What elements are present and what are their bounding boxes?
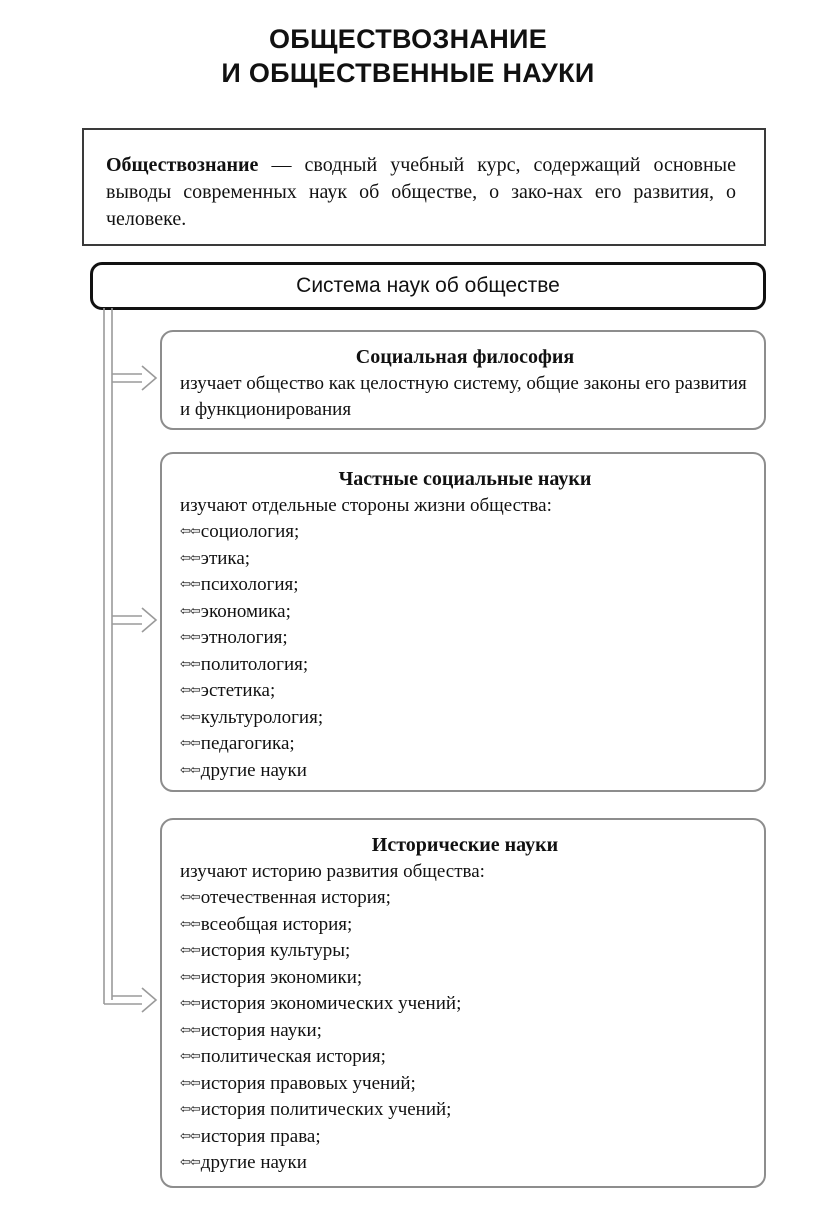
science-list	[180, 885, 750, 1177]
list-item-text: всеобщая история;	[200, 913, 353, 935]
double-left-arrow-icon: ⇦⇦	[180, 683, 200, 699]
list-item	[180, 546, 750, 573]
branch-description: изучают историю развития общества:	[180, 861, 485, 882]
list-item	[180, 1044, 750, 1071]
branch-social-philosophy	[160, 330, 766, 430]
connector-arrow-2	[112, 608, 156, 632]
double-left-arrow-icon: ⇦⇦	[180, 762, 200, 778]
connector-arrow-1	[112, 366, 156, 390]
list-item-text: педагогика;	[200, 733, 295, 755]
list-item	[180, 758, 750, 785]
title-line-2: И ОБЩЕСТВЕННЫЕ НАУКИ	[221, 58, 595, 88]
definition-box	[82, 128, 766, 246]
list-item	[180, 572, 750, 599]
list-item-text: этика;	[200, 547, 251, 569]
page-title	[0, 22, 816, 90]
list-item	[180, 705, 750, 732]
list-item	[180, 1018, 750, 1045]
list-item	[180, 678, 750, 705]
list-item-text: история права;	[200, 1125, 321, 1147]
list-item	[180, 1124, 750, 1151]
list-item-text: история культуры;	[200, 940, 351, 962]
double-left-arrow-icon: ⇦⇦	[180, 1075, 200, 1091]
double-left-arrow-icon: ⇦⇦	[180, 603, 200, 619]
branch-social-sciences	[160, 452, 766, 792]
double-left-arrow-icon: ⇦⇦	[180, 943, 200, 959]
double-left-arrow-icon: ⇦⇦	[180, 1022, 200, 1038]
list-item-text: отечественная история;	[200, 887, 391, 909]
list-item	[180, 1150, 750, 1177]
list-item	[180, 991, 750, 1018]
list-item-text: история экономики;	[200, 966, 363, 988]
list-item-text: политическая история;	[200, 1046, 386, 1068]
science-list	[180, 519, 750, 784]
list-item-text: другие науки	[200, 759, 307, 781]
double-left-arrow-icon: ⇦⇦	[180, 577, 200, 593]
double-left-arrow-icon: ⇦⇦	[180, 996, 200, 1012]
double-left-arrow-icon: ⇦⇦	[180, 736, 200, 752]
list-item	[180, 1097, 750, 1124]
list-item	[180, 625, 750, 652]
list-item-text: история правовых учений;	[200, 1072, 416, 1094]
list-item-text: экономика;	[200, 600, 291, 622]
system-box	[90, 262, 766, 310]
list-item-text: история политических учений;	[200, 1099, 452, 1121]
list-item-text: эстетика;	[200, 680, 276, 702]
double-left-arrow-icon: ⇦⇦	[180, 630, 200, 646]
double-left-arrow-icon: ⇦⇦	[180, 524, 200, 540]
list-item-text: культурология;	[200, 706, 324, 728]
list-item-text: психология;	[200, 574, 299, 596]
list-item	[180, 652, 750, 679]
double-left-arrow-icon: ⇦⇦	[180, 550, 200, 566]
system-label: Система наук об обществе	[296, 274, 560, 297]
list-item	[180, 519, 750, 546]
list-item-text: политология;	[200, 653, 309, 675]
list-item	[180, 885, 750, 912]
branch-title: Исторические науки	[371, 834, 559, 856]
double-left-arrow-icon: ⇦⇦	[180, 1049, 200, 1065]
double-left-arrow-icon: ⇦⇦	[180, 916, 200, 932]
list-item-text: другие науки	[200, 1152, 307, 1174]
double-left-arrow-icon: ⇦⇦	[180, 969, 200, 985]
double-left-arrow-icon: ⇦⇦	[180, 890, 200, 906]
list-item	[180, 1071, 750, 1098]
branch-title: Социальная философия	[355, 346, 575, 368]
definition-term: Обществознание	[106, 154, 259, 176]
branch-historical-sciences	[160, 818, 766, 1188]
list-item	[180, 965, 750, 992]
list-item	[180, 938, 750, 965]
branch-description: изучает общество как целостную систему, общие законы его развития и функционирования	[180, 373, 747, 420]
title-line-1: ОБЩЕСТВОЗНАНИЕ	[268, 24, 548, 54]
list-item-text: социология;	[200, 521, 300, 543]
list-item	[180, 912, 750, 939]
double-left-arrow-icon: ⇦⇦	[180, 656, 200, 672]
double-left-arrow-icon: ⇦⇦	[180, 1128, 200, 1144]
list-item	[180, 731, 750, 758]
definition-text: — сводный учебный курс, содержащий основные выводы современных наук об обществе, о зако-нах его развития, о человеке.	[106, 154, 736, 230]
list-item-text: история науки;	[200, 1019, 322, 1041]
branch-description: изучают отдельные стороны жизни общества:	[180, 495, 552, 516]
list-item-text: этнология;	[200, 627, 288, 649]
list-item-text: история экономических учений;	[200, 993, 462, 1015]
double-left-arrow-icon: ⇦⇦	[180, 1155, 200, 1171]
double-left-arrow-icon: ⇦⇦	[180, 709, 200, 725]
branch-title: Частные социальные науки	[338, 468, 592, 490]
connector-arrow-3	[104, 988, 156, 1012]
double-left-arrow-icon: ⇦⇦	[180, 1102, 200, 1118]
list-item	[180, 599, 750, 626]
